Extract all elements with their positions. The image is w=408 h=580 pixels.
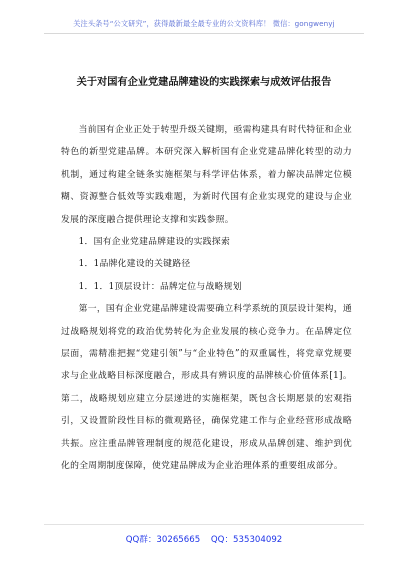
- document-title: 关于对国有企业党建品牌建设的实践探索与成效评估报告: [76, 77, 332, 88]
- header-divider: [44, 33, 364, 34]
- footer-qq: QQ：535304092: [210, 535, 283, 545]
- subsubsection-heading: 1．1．1顶层设计：品牌定位与战略规划: [78, 281, 242, 292]
- intro-paragraph: 当前国有企业正处于转型升级关键期，亟需构建具有时代特征和企业特色的新型党建品牌。本研究深入解析国有企业党建品牌化转型的动力机制，通过构建全链条实施框架与科学评估体系，着力解决品牌定位模糊、资源整合低效等实践难题，为新时代国有企业实现党的建设与企业发展的深度融合提供理论支撑和实践参照。: [61, 125, 352, 225]
- subsection-heading: 1．1品牌化建设的关键路径: [78, 259, 191, 270]
- document-body: [61, 119, 352, 478]
- footer-qq-group: QQ群：30265665: [125, 535, 201, 545]
- body-paragraph: 第一，国有企业党建品牌建设需要确立科学系统的顶层设计架构，通过战略规划将党的政治优势转化为企业发展的核心竞争力。在品牌定位层面，需精准把握“党建引领”与“企业特色”的双重属性，将党章党规要求与企业战略目标深度融合，形成具有辨识度的品牌核心价值体系[1]。第二，战略规划应建立分层递进的实施框架，既包含长期愿景的宏观指引，又设置阶段性目标的微观路径，确保党建工作与企业经营形成战略共振。应注重品牌管理制度的规范化建设，形成从品牌创建、维护到优化的全周期制度保障，使党建品牌成为企业治理体系的重要组成部分。: [61, 304, 352, 472]
- footer-contact: [0, 533, 408, 545]
- section-heading: 1．国有企业党建品牌建设的实践探索: [78, 237, 231, 248]
- footer-divider: [44, 524, 364, 525]
- header-promo-note: 关注头条号“公文研究”，获得最新最全最专业的公文资料库！ 微信：gongwenyj: [73, 19, 335, 28]
